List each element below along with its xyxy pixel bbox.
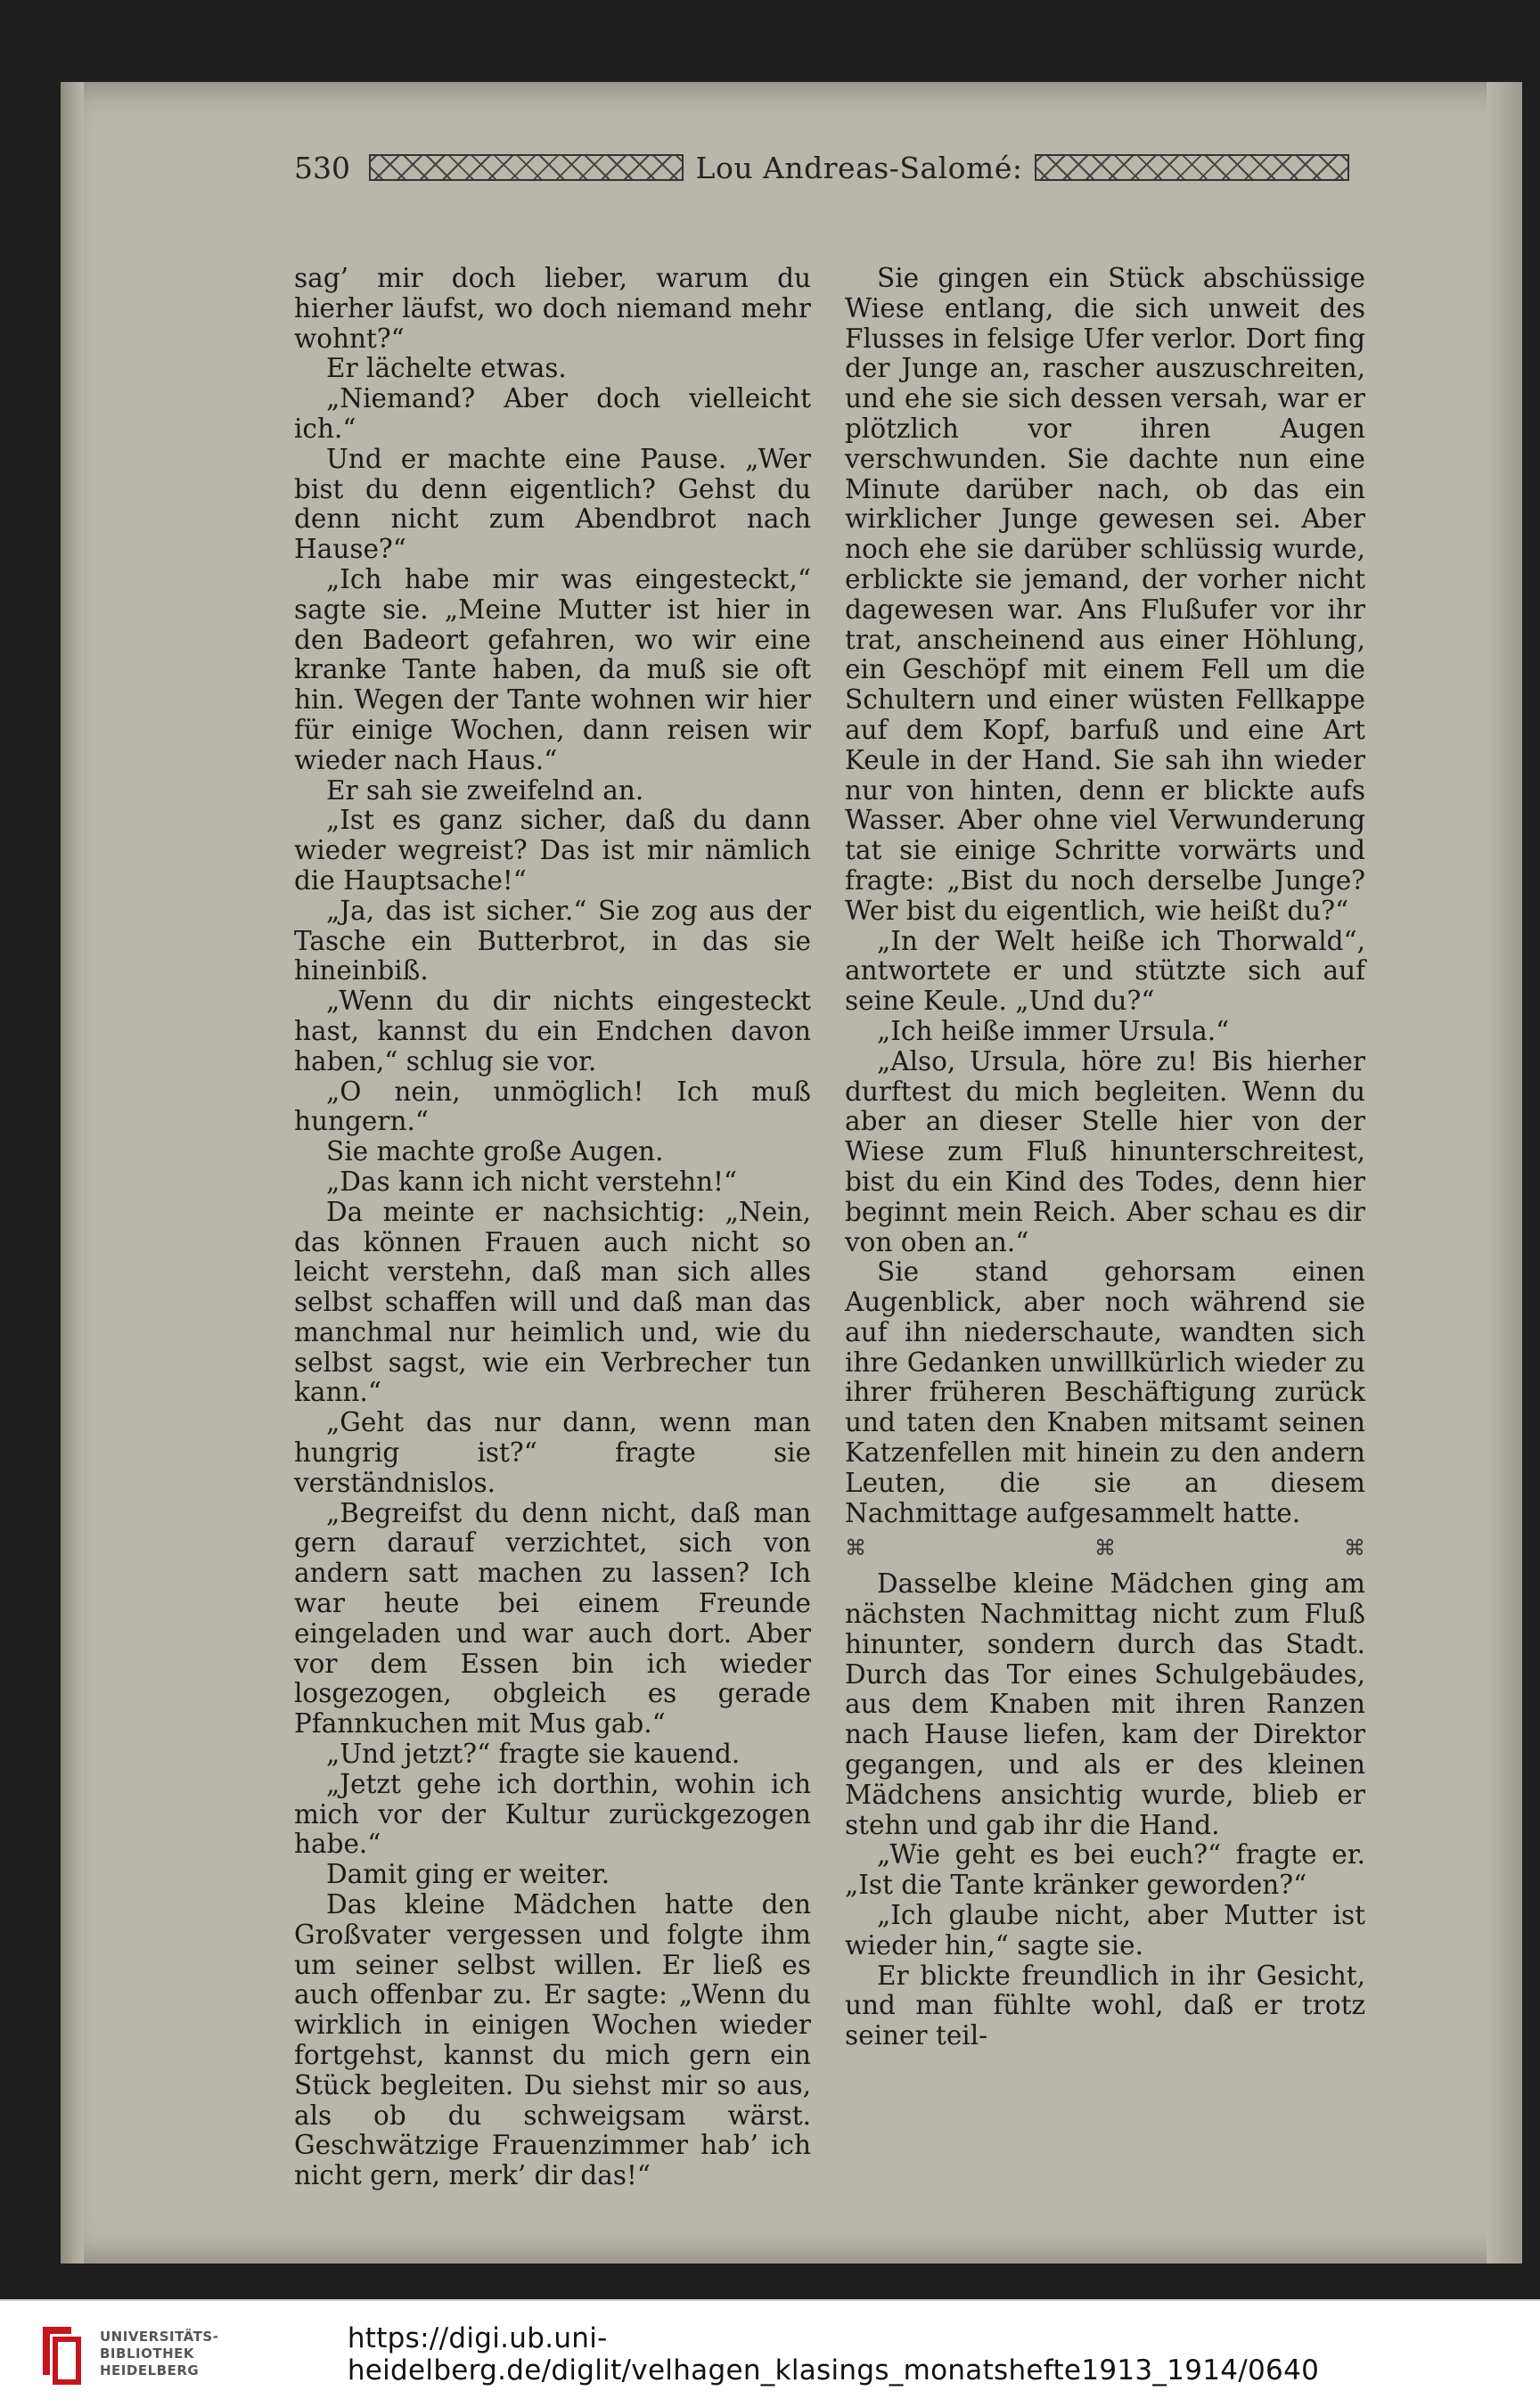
paragraph: Er lächelte etwas. [326, 353, 567, 384]
page-gutter-shadow [61, 82, 84, 2264]
page-edge-shadow [1487, 82, 1522, 2264]
paragraph: Das kleine Mädchen hatte den Großvater vergessen und folgte ihm um seiner selbst willen. Er ließ es auch offenbar zu. Er sagte: „Wenn du wirklich in einigen Wochen wieder fortgehst, kannst du mich gern ein Stück begleiten. Du siehst mir so aus, als ob du schweigsam wärst. Geschwätzige Frauenzimmer hab’ ich nicht gern, merk’ dir das!“ [294, 1889, 811, 2191]
library-name-line: HEIDELBERG [100, 2362, 200, 2378]
paragraph: „Und jetzt?“ fragte sie kauend. [326, 1739, 741, 1770]
paragraph: „Ja, das ist sicher.“ Sie zog aus der Tasche ein Butterbrot, in das sie hineinbiß. [294, 895, 811, 987]
header-ornament-left [369, 154, 684, 181]
paragraph: sag’ mir doch lieber, warum du hierher läufst, wo doch niemand mehr wohnt?“ [294, 263, 811, 354]
divider-symbol: ⌘ [1094, 1535, 1116, 1561]
paragraph: Er sah sie zweifelnd an. [326, 774, 644, 806]
paragraph: Sie machte große Augen. [326, 1136, 664, 1167]
right-column-section-a [845, 264, 1365, 1528]
paragraph: „Niemand? Aber doch vielleicht ich.“ [294, 383, 811, 444]
paragraph: „Geht das nur dann, wenn man hungrig ist?“ fragte sie verständnislos. [294, 1407, 811, 1498]
paragraph: „Ich glaube nicht, aber Mutter ist wieder hin,“ sagte sie. [845, 1900, 1365, 1961]
divider-symbol: ⌘ [1344, 1535, 1365, 1561]
right-text-column [845, 264, 1365, 2051]
page-header [294, 143, 1349, 192]
paragraph: „Das kann ich nicht verstehn!“ [326, 1166, 738, 1197]
left-text-column [294, 264, 811, 2191]
viewer-footer [0, 2299, 1540, 2407]
paragraph: „Wie geht es bei euch?“ fragte er. „Ist die Tante kränker geworden?“ [845, 1839, 1365, 1901]
paragraph: „Also, Ursula, höre zu! Bis hierher durftest du mich begleiten. Wenn du aber an dieser Stelle hier von der Wiese zum Fluß hinunterschreitest, bist du ein Kind des Todes, denn hier beginnt mein Reich. Aber schau es dir von oben an.“ [845, 1045, 1365, 1257]
library-name [100, 2329, 218, 2379]
paragraph: Und er machte eine Pause. „Wer bist du denn eigentlich? Gehst du denn nicht zum Abendbrot nach Hause?“ [294, 443, 811, 565]
section-divider [845, 1534, 1365, 1564]
paragraph: „Jetzt gehe ich dorthin, wohin ich mich vor der Kultur zurückgezogen habe.“ [294, 1768, 811, 1860]
paragraph: „Ist es ganz sicher, daß du dann wieder wegreist? Das ist mir nämlich die Hauptsache!“ [294, 805, 811, 896]
paragraph: „Ich habe mir was eingesteckt,“ sagte sie. „Meine Mutter ist hier in den Badeort gefahren, wo wir eine kranke Tante haben, da muß sie oft hin. Wegen der Tante wohnen wir hier für einige Wochen, dann reisen wir wieder nach Haus.“ [294, 563, 811, 775]
library-name-line: BIBLIOTHEK [100, 2346, 194, 2362]
paragraph: Da meinte er nachsichtig: „Nein, das können Frauen auch nicht so leicht verstehn, daß man sich alles selbst schaffen will und daß man das manchmal nur heimlich und, wie du selbst sagst, wie ein Verbrecher tun kann.“ [294, 1196, 811, 1408]
document-url-link[interactable]: https://digi.ub.uni-heidelberg.de/diglit/velhagen_klasings_monatshefte1913_1914/0640 [347, 2321, 1320, 2387]
paragraph: „Wenn du dir nichts eingesteckt hast, kannst du ein Endchen davon haben,“ schlug sie vor. [294, 986, 811, 1077]
paragraph: Er blickte freundlich in ihr Gesicht, und man fühlte wohl, daß er trotz seiner teil- [845, 1960, 1365, 2051]
divider-symbol: ⌘ [845, 1535, 866, 1561]
paragraph: Dasselbe kleine Mädchen ging am nächsten Nachmittag nicht zum Fluß hinunter, sondern durch das Stadt. Durch das Tor eines Schulgebäudes, aus dem Knaben mit ihren Ranzen nach Hause liefen, kam der Direktor gegangen, und als er des kleinen Mädchens ansichtig wurde, blieb er stehn und gab ihr die Hand. [845, 1568, 1365, 1840]
paragraph: „O nein, unmöglich! Ich muß hungern.“ [294, 1076, 811, 1137]
right-column-section-b [845, 1569, 1365, 2051]
paragraph: Sie gingen ein Stück abschüssige Wiese entlang, die sich unweit des Flusses in felsige Ufer verlor. Dort fing der Junge an, rascher auszuschreiten, und ehe sie sich dessen versah, war er plötzlich vor ihren Augen verschwunden. Sie dachte nun eine Minute darüber nach, ob das ein wirklicher Junge gewesen sei. Aber noch ehe sie darüber schlüssig wurde, erblickte sie jemand, der vorher nicht dagewesen war. Ans Flußufer vor ihr trat, anscheinend aus einer Höhlung, ein Geschöpf mit einem Fell um die Schultern und einer wüsten Fellkappe auf dem Kopf, barfuß und eine Art Keule in der Hand. Sie sah ihn wieder nur von hinten, denn er blickte aufs Wasser. Aber ohne viel Verwunderung tat sie einige Schritte vorwärts und fragte: „Bist du noch derselbe Junge? Wer bist du eigentlich, wie heißt du?“ [845, 263, 1365, 926]
running-head: Lou Andreas-Salomé: [695, 150, 1023, 185]
header-ornament-right [1035, 154, 1349, 181]
paragraph: „In der Welt heiße ich Thorwald“, antwortete er und stützte sich auf seine Keule. „Und du?“ [845, 925, 1365, 1017]
library-name-line: UNIVERSITÄTS- [100, 2329, 219, 2345]
paragraph: „Ich heiße immer Ursula.“ [877, 1015, 1230, 1046]
library-logo[interactable] [0, 2301, 312, 2407]
paragraph: „Begreifst du denn nicht, daß man gern darauf verzichtet, sich von andern satt machen zu lassen? Ich war heute bei einem Freunde eingeladen und war auch dort. Aber vor dem Essen bin ich wieder losgezogen, obgleich es gerade Pfannkuchen mit Mus gab.“ [294, 1497, 811, 1740]
paragraph: Sie stand gehorsam einen Augenblick, aber noch während sie auf ihn niederschaute, wandten sich ihre Gedanken unwillkürlich wieder zu ihrer früheren Beschäftigung zurück und taten den Knaben mitsamt seinen Katzenfellen mit hinein zu den andern Leuten, die sie an diesem Nachmittage aufgesammelt hatte. [845, 1257, 1365, 1528]
paragraph: Damit ging er weiter. [326, 1859, 610, 1890]
library-emblem-icon [36, 2321, 86, 2387]
page-number: 530 [294, 150, 350, 185]
